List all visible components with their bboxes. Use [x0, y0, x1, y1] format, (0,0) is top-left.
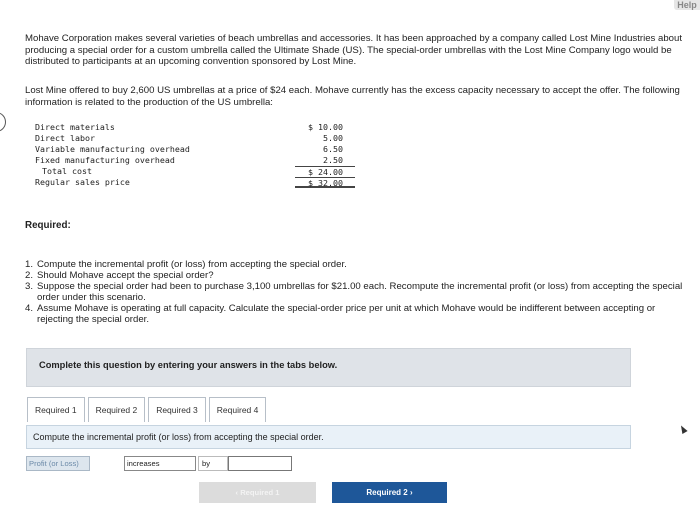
cost-value: 6.50: [323, 144, 343, 154]
tab-bar: [27, 397, 269, 422]
tab-required-1[interactable]: Required 1: [27, 397, 85, 422]
tab-required-2[interactable]: Required 2: [88, 397, 146, 422]
chevron-left-icon: ‹: [235, 488, 239, 497]
answer-row: [26, 456, 292, 471]
cost-value: $ 24.00: [295, 166, 355, 177]
question-instruction: Compute the incremental profit (or loss) from accepting the special order.: [26, 425, 631, 449]
chevron-right-icon: ›: [409, 488, 413, 497]
cost-row: [35, 155, 355, 166]
tab-required-3[interactable]: Required 3: [148, 397, 206, 422]
cost-label: Variable manufacturing overhead: [35, 144, 190, 154]
help-button[interactable]: Help: [674, 0, 700, 10]
cost-value: 2.50: [323, 155, 343, 165]
bracket-mark: [0, 112, 6, 132]
amount-input[interactable]: [228, 456, 292, 471]
cost-label: Fixed manufacturing overhead: [35, 155, 175, 165]
cost-row: [35, 133, 355, 144]
list-item: [25, 259, 690, 270]
previous-button[interactable]: [199, 482, 316, 503]
next-label: Required 2: [366, 488, 408, 497]
item-text: Suppose the special order had been to purchase 3,100 umbrellas for $21.00 each. Recompute the incremental profit (or loss) from accepting the special order under this scenario.: [37, 281, 683, 303]
cost-row: [35, 144, 355, 155]
tab-required-4[interactable]: Required 4: [209, 397, 267, 422]
cost-label: Direct labor: [35, 133, 95, 143]
previous-label: Required 1: [240, 488, 280, 497]
item-number: 1.: [25, 259, 34, 270]
cost-table: [35, 122, 355, 188]
item-text: Assume Mohave is operating at full capacity. Calculate the special-order price per unit at which Mohave would be indifferent between accepting or rejecting the special order.: [37, 303, 656, 325]
intro-paragraph-1: Mohave Corporation makes several varieties of beach umbrellas and accessories. It has been approached by a company called Lost Mine Industries about producing a special order for a custom umbrella called the Ultimate Shade (US). The special-order umbrellas with the Lost Mine Company logo would be distributed to participants at an upcoming convention sponsored by Lost Mine.: [25, 33, 683, 67]
by-label: by: [198, 456, 228, 471]
cost-row: [35, 122, 355, 133]
mouse-cursor-icon: [678, 424, 687, 434]
list-item: [25, 270, 690, 281]
cost-value: $ 10.00: [308, 122, 343, 132]
cost-label: Direct materials: [35, 122, 115, 132]
item-text: Compute the incremental profit (or loss) from accepting the special order.: [37, 259, 347, 270]
cost-value: $ 32.00: [295, 177, 355, 188]
instructions-box: Complete this question by entering your answers in the tabs below.: [26, 348, 631, 387]
regular-price-row: [35, 177, 355, 188]
cost-value: 5.00: [323, 133, 343, 143]
cost-total-row: [35, 166, 355, 177]
item-text: Should Mohave accept the special order?: [37, 270, 214, 281]
required-list: [25, 259, 690, 325]
item-number: 3.: [25, 281, 34, 292]
list-item: [25, 303, 690, 325]
next-button[interactable]: [332, 482, 447, 503]
profit-loss-label: Profit (or Loss): [26, 456, 90, 471]
cost-label: Regular sales price: [35, 177, 130, 187]
required-heading: Required:: [25, 220, 71, 231]
list-item: [25, 281, 690, 303]
increase-decrease-select[interactable]: increases: [124, 456, 196, 471]
item-number: 4.: [25, 303, 34, 314]
cost-label: Total cost: [42, 166, 92, 176]
intro-paragraph-2: Lost Mine offered to buy 2,600 US umbrellas at a price of $24 each. Mohave currently has the excess capacity necessary to accept the offer. The following information is related to the production of the US umbrella:: [25, 85, 680, 108]
item-number: 2.: [25, 270, 34, 281]
